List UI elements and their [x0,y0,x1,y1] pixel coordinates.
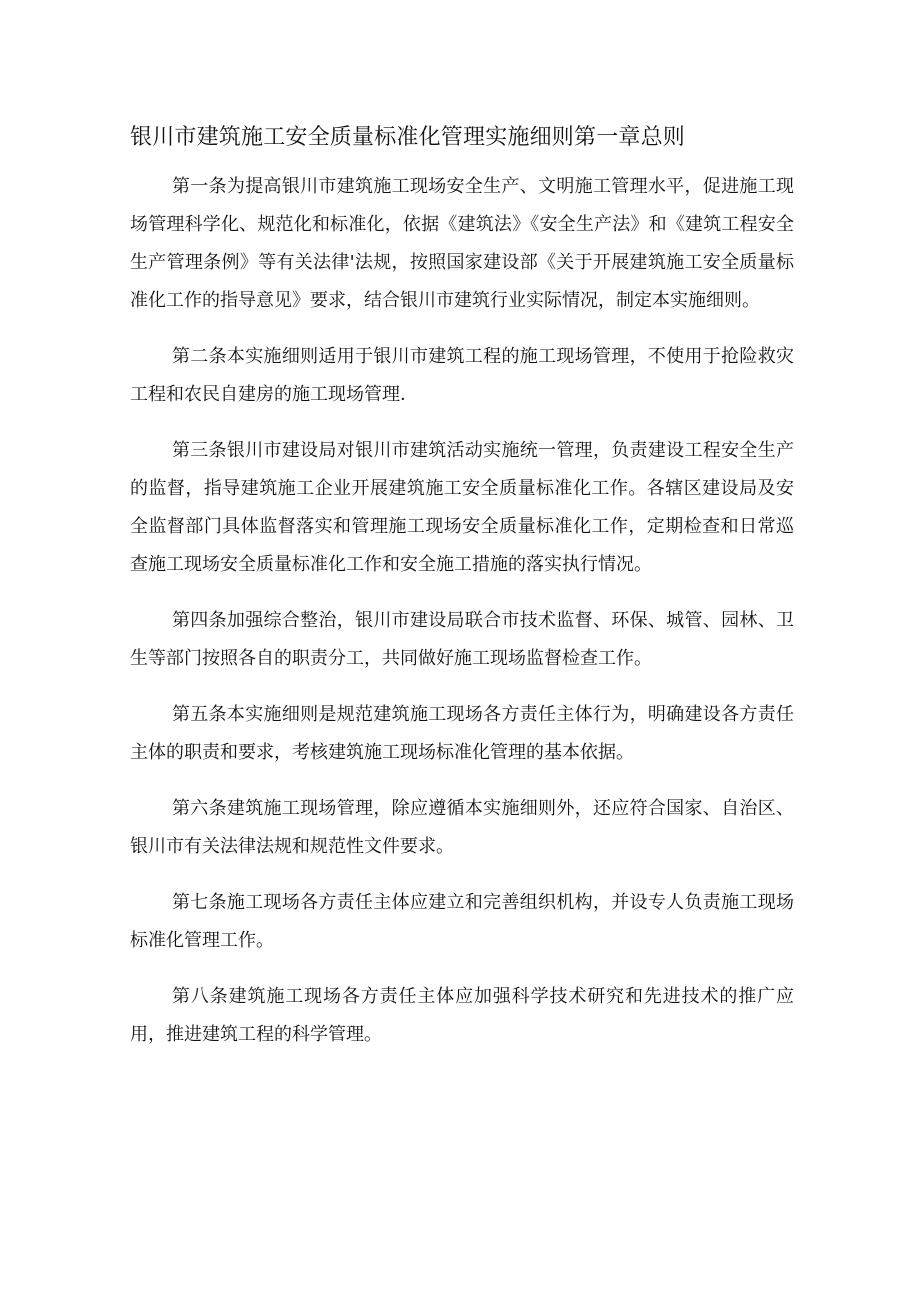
article-2-paragraph: 第二条本实施细则适用于银川市建筑工程的施工现场管理，不使用于抢险救灾工程和农民自建房的施工现场管理. [130,346,794,405]
document-body [130,168,794,1072]
article-7-paragraph: 第七条施工现场各方责任主体应建立和完善组织机构，并设专人负责施工现场标准化管理工作。 [130,892,794,951]
article-6-paragraph: 第六条建筑施工现场管理，除应遵循本实施细则外，还应符合国家、自治区、银川市有关法律法规和规范性文件要求。 [130,798,794,857]
article-4-paragraph: 第四条加强综合整治，银川市建设局联合市技术监督、环保、城管、园林、卫生等部门按照各自的职责分工，共同做好施工现场监督检查工作。 [130,610,794,669]
article-1-paragraph: 第一条为提高银川市建筑施工现场安全生产、文明施工管理水平，促进施工现场管理科学化、规范化和标准化，依据《建筑法》《安全生产法》和《建筑工程安全生产管理条例》等有关法律'法规，按照国家建设部《关于开展建筑施工安全质量标准化工作的指导意见》要求，结合银川市建筑行业实际情况，制定本实施细则。 [130,176,794,311]
article-5-paragraph: 第五条本实施细则是规范建筑施工现场各方责任主体行为，明确建设各方责任主体的职责和要求，考核建筑施工现场标准化管理的基本依据。 [130,704,794,763]
article-8-paragraph: 第八条建筑施工现场各方责任主体应加强科学技术研究和先进技术的推广应用，推进建筑工程的科学管理。 [130,986,794,1045]
article-3-paragraph: 第三条银川市建设局对银川市建筑活动实施统一管理，负责建设工程安全生产的监督，指导建筑施工企业开展建筑施工安全质量标准化工作。各辖区建设局及安全监督部门具体监督落实和管理施工现场安全质量标准化工作，定期检查和日常巡查施工现场安全质量标准化工作和安全施工措施的落实执行情况。 [130,440,794,575]
document-title: 银川市建筑施工安全质量标准化管理实施细则第一章总则 [130,125,686,150]
